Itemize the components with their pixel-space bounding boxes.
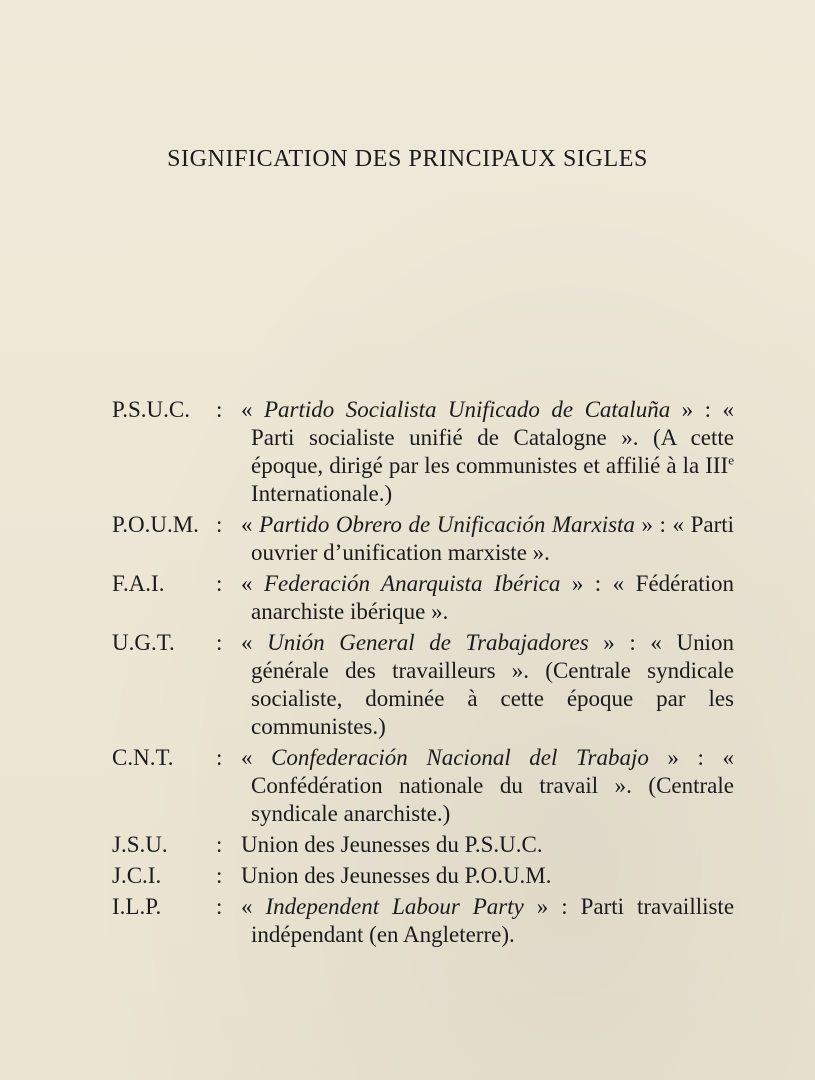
definition [241, 511, 735, 567]
ordinal-superscript: e [728, 452, 734, 468]
definition [241, 570, 735, 626]
definition [241, 744, 735, 828]
original-name: Unión General de Trabajadores [267, 630, 589, 655]
list-item [0, 862, 815, 890]
original-name: Federación Anarquista Ibérica [263, 571, 561, 596]
translation: « Union générale des travailleurs ». (Centrale syndicale socialiste, dominée à cette époque par les communistes.) [251, 630, 735, 739]
abbreviation: J.S.U. [112, 832, 168, 857]
quote-close: » : [648, 745, 704, 770]
list-item [0, 744, 815, 828]
quote-close: » : [560, 571, 602, 596]
translation: « Parti socialiste unifié de Catalogne ». (A cette époque, dirigé par les communistes et affilié à la III [251, 397, 735, 478]
quote-close: » : [670, 397, 712, 422]
definition [241, 396, 735, 508]
list-item [0, 831, 815, 859]
translation: « Parti ouvrier d’unification marxiste ». [251, 512, 735, 565]
quote-open: « [241, 894, 266, 919]
quote-open: « [241, 397, 264, 422]
list-item [0, 396, 815, 508]
definition [241, 629, 735, 741]
definition: Union des Jeunesses du P.S.U.C. [241, 832, 543, 857]
page-title: SIGNIFICATION DES PRINCIPAUX SIGLES [167, 146, 648, 172]
list-item [0, 511, 815, 567]
quote-close: » : [588, 630, 636, 655]
abbreviation: P.S.U.C. [112, 397, 190, 422]
translation-end: Internationale.) [251, 481, 393, 506]
definition: Union des Jeunesses du P.O.U.M. [241, 863, 552, 888]
translation: « Fédération anarchiste ibérique ». [251, 571, 735, 624]
separator-colon: : [216, 832, 223, 857]
separator-colon: : [216, 745, 223, 770]
translation: Parti travailliste indépendant (en Angleterre). [251, 894, 735, 947]
definition [241, 893, 735, 949]
original-name: Partido Socialista Unificado de Cataluña [263, 397, 671, 422]
abbreviation: J.C.I. [112, 863, 162, 888]
list-item [0, 629, 815, 741]
quote-close: » : [634, 512, 666, 537]
original-name: Independent Labour Party [265, 894, 524, 919]
abbreviation: P.O.U.M. [112, 512, 199, 537]
separator-colon: : [216, 894, 223, 919]
translation: « Confédération nationale du travail ». (Centrale syndicale anarchiste.) [251, 745, 735, 826]
abbreviation-list [0, 396, 815, 952]
list-item [0, 893, 815, 949]
quote-open: « [241, 630, 268, 655]
separator-colon: : [216, 512, 223, 537]
separator-colon: : [216, 397, 223, 422]
original-name: Partido Obrero de Unificación Marxista [259, 512, 635, 537]
separator-colon: : [216, 571, 223, 596]
abbreviation: F.A.I. [112, 571, 165, 596]
quote-open: « [241, 745, 272, 770]
abbreviation: U.G.T. [112, 630, 175, 655]
original-name: Confederación Nacional del Trabajo [271, 745, 649, 770]
separator-colon: : [216, 863, 223, 888]
list-item [0, 570, 815, 626]
separator-colon: : [216, 630, 223, 655]
quote-open: « [241, 571, 264, 596]
quote-open: « [241, 512, 260, 537]
abbreviation: C.N.T. [112, 745, 174, 770]
abbreviation: I.L.P. [112, 894, 162, 919]
quote-close: » : [523, 894, 568, 919]
